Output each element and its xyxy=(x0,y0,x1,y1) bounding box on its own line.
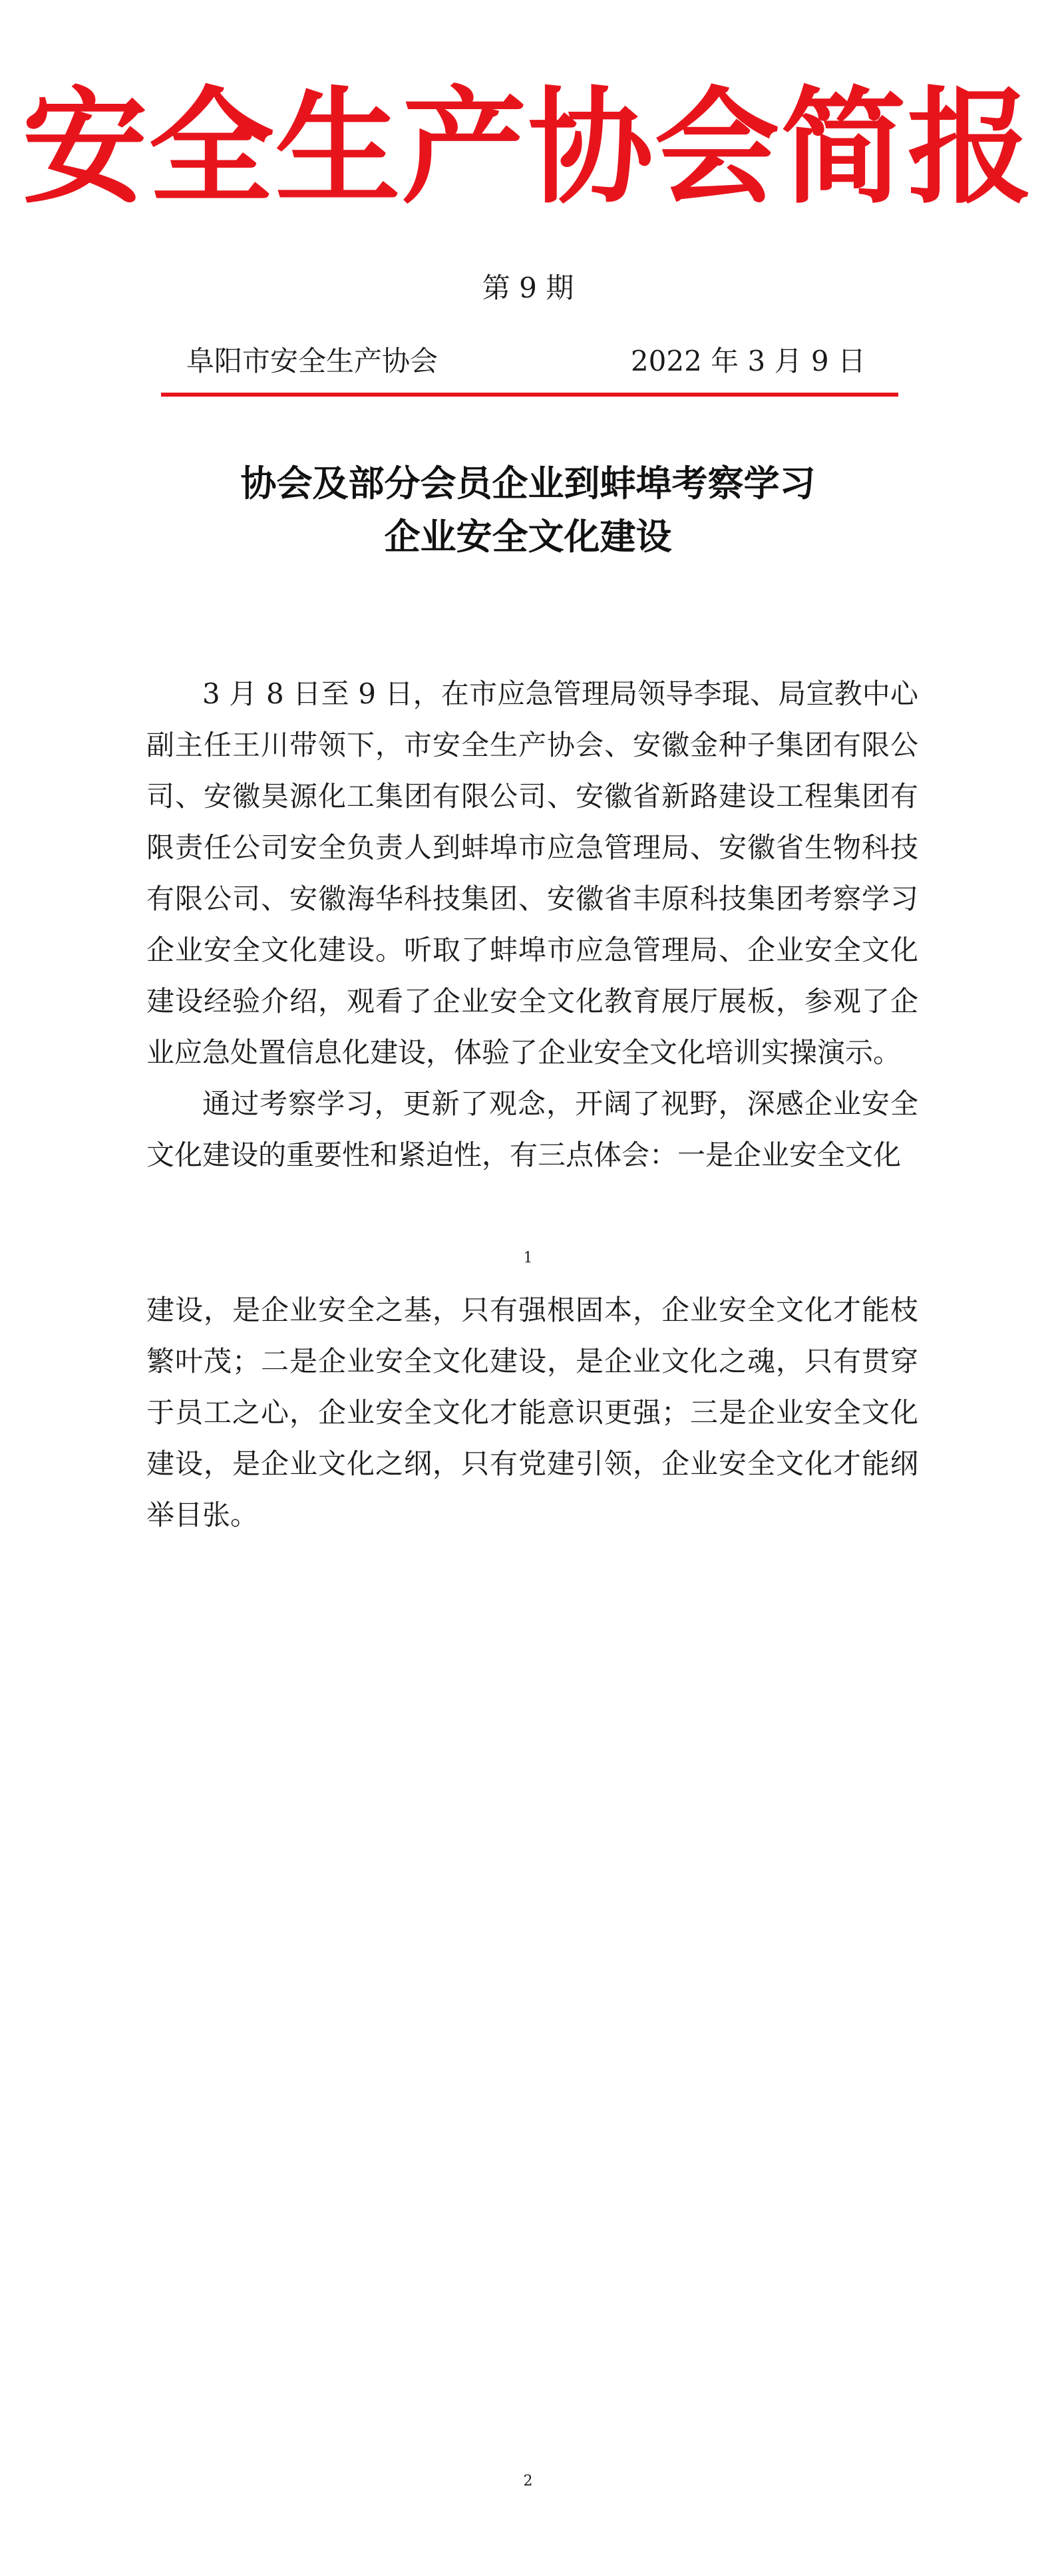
article-title-line2: 企业安全文化建设 xyxy=(384,516,672,558)
header-divider xyxy=(161,393,898,397)
publisher-name: 阜阳市安全生产协会 xyxy=(186,345,439,377)
article-paragraph-3: 建设，是企业安全之基，只有强根固本，企业安全文化才能枝繁叶茂；二是企业安全文化建设，是企业文化之魂，只有贯穿于员工之心，企业安全文化才能意识更强；三是企业安全文化建设，是企业文化之纲，只有党建引领，企业安全文化才能纲举目张。 xyxy=(146,1294,918,1531)
issue-number: 第 9 期 xyxy=(482,272,574,304)
publish-date: 2022 年 3 月 9 日 xyxy=(630,345,866,377)
page-number-2: 2 xyxy=(523,2473,533,2489)
article-paragraph-2: 通过考察学习，更新了观念，开阔了视野，深感企业安全文化建设的重要性和紧迫性，有三点体会：一是企业安全文化 xyxy=(146,1087,918,1171)
article-title-line1: 协会及部分会员企业到蚌埠考察学习 xyxy=(240,462,816,504)
page-number-1: 1 xyxy=(523,1250,533,1266)
article-paragraph-1: 3 月 8 日至 9 日，在市应急管理局领导李琨、局宣教中心副主任王川带领下，市安全生产协会、安徽金种子集团有限公司、安徽昊源化工集团有限公司、安徽省新路建设工程集团有限责任公司安全负责人到蚌埠市应急管理局、安徽省生物科技有限公司、安徽海华科技集团、安徽省丰原科技集团考察学习企业安全文化建设。听取了蚌埠市应急管理局、企业安全文化建设经验介绍，观看了企业安全文化教育展厅展板，参观了企业应急处置信息化建设，体验了企业安全文化培训实操演示。 xyxy=(146,677,918,1069)
masthead-title: 安全生产协会简报 xyxy=(22,74,1034,221)
